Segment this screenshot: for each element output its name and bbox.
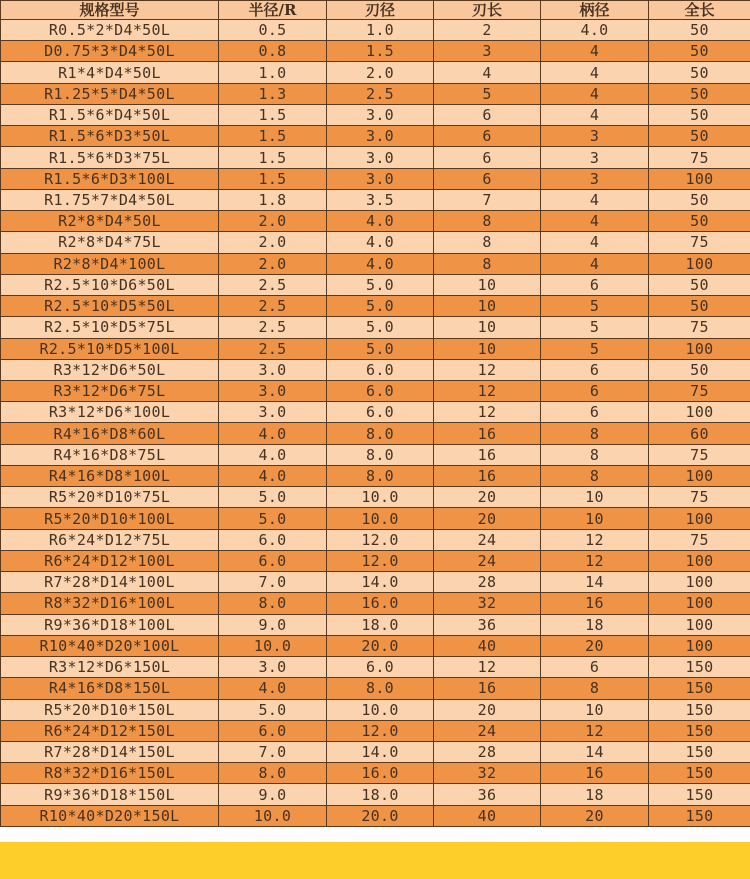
- cell-overall-length: 100: [649, 593, 750, 614]
- cell-blade-diameter: 3.0: [327, 126, 434, 147]
- cell-blade-diameter: 3.0: [327, 104, 434, 125]
- cell-blade-length: 6: [434, 126, 541, 147]
- cell-overall-length: 100: [649, 614, 750, 635]
- cell-blade-diameter: 18.0: [327, 784, 434, 805]
- table-row: [1, 380, 750, 401]
- cell-radius: 1.8: [219, 189, 327, 210]
- cell-shank-diameter: 14: [541, 572, 649, 593]
- cell-blade-diameter: 12.0: [327, 720, 434, 741]
- cell-blade-diameter: 6.0: [327, 657, 434, 678]
- header-blade-length: 刃长: [434, 1, 541, 20]
- table-row: [1, 274, 750, 295]
- cell-overall-length: 100: [649, 508, 750, 529]
- table-row: [1, 614, 750, 635]
- cell-radius: 2.0: [219, 232, 327, 253]
- cell-model: R3*12*D6*75L: [1, 380, 219, 401]
- cell-radius: 1.5: [219, 126, 327, 147]
- cell-model: R2.5*10*D5*50L: [1, 296, 219, 317]
- cell-blade-diameter: 12.0: [327, 529, 434, 550]
- cell-blade-length: 16: [434, 678, 541, 699]
- cell-radius: 2.5: [219, 274, 327, 295]
- cell-model: R2*8*D4*100L: [1, 253, 219, 274]
- cell-blade-length: 10: [434, 317, 541, 338]
- cell-blade-diameter: 5.0: [327, 338, 434, 359]
- cell-shank-diameter: 3: [541, 168, 649, 189]
- cell-shank-diameter: 6: [541, 274, 649, 295]
- cell-overall-length: 75: [649, 529, 750, 550]
- table-row: [1, 635, 750, 656]
- cell-model: R8*32*D16*150L: [1, 763, 219, 784]
- cell-blade-length: 16: [434, 465, 541, 486]
- table-row: [1, 657, 750, 678]
- header-radius: 半径/R: [219, 1, 327, 20]
- cell-overall-length: 75: [649, 147, 750, 168]
- cell-overall-length: 100: [649, 465, 750, 486]
- cell-blade-length: 40: [434, 805, 541, 826]
- header-row: [1, 1, 750, 20]
- table-row: [1, 359, 750, 380]
- cell-blade-length: 20: [434, 508, 541, 529]
- cell-model: R1.5*6*D3*100L: [1, 168, 219, 189]
- cell-overall-length: 50: [649, 126, 750, 147]
- cell-blade-diameter: 1.0: [327, 20, 434, 41]
- cell-radius: 5.0: [219, 699, 327, 720]
- cell-overall-length: 150: [649, 720, 750, 741]
- cell-blade-diameter: 5.0: [327, 274, 434, 295]
- cell-blade-diameter: 14.0: [327, 741, 434, 762]
- cell-blade-length: 10: [434, 338, 541, 359]
- cell-overall-length: 50: [649, 296, 750, 317]
- table-row: [1, 699, 750, 720]
- cell-blade-length: 12: [434, 402, 541, 423]
- cell-model: R4*16*D8*100L: [1, 465, 219, 486]
- cell-blade-length: 40: [434, 635, 541, 656]
- cell-blade-length: 12: [434, 657, 541, 678]
- cell-shank-diameter: 20: [541, 805, 649, 826]
- cell-shank-diameter: 12: [541, 550, 649, 571]
- cell-model: R1.75*7*D4*50L: [1, 189, 219, 210]
- cell-radius: 3.0: [219, 380, 327, 401]
- table-row: [1, 550, 750, 571]
- cell-radius: 9.0: [219, 784, 327, 805]
- cell-radius: 4.0: [219, 678, 327, 699]
- cell-overall-length: 50: [649, 62, 750, 83]
- cell-blade-diameter: 16.0: [327, 763, 434, 784]
- cell-overall-length: 100: [649, 253, 750, 274]
- cell-radius: 4.0: [219, 423, 327, 444]
- cell-shank-diameter: 12: [541, 529, 649, 550]
- header-model: 规格型号: [1, 1, 219, 20]
- cell-overall-length: 50: [649, 104, 750, 125]
- table-row: [1, 720, 750, 741]
- cell-radius: 2.0: [219, 253, 327, 274]
- cell-overall-length: 75: [649, 487, 750, 508]
- cell-shank-diameter: 8: [541, 423, 649, 444]
- cell-model: R5*20*D10*75L: [1, 487, 219, 508]
- cell-radius: 10.0: [219, 805, 327, 826]
- cell-blade-diameter: 5.0: [327, 296, 434, 317]
- cell-blade-diameter: 6.0: [327, 359, 434, 380]
- cell-shank-diameter: 5: [541, 296, 649, 317]
- cell-model: R9*36*D18*150L: [1, 784, 219, 805]
- cell-radius: 2.5: [219, 317, 327, 338]
- cell-overall-length: 100: [649, 550, 750, 571]
- cell-radius: 5.0: [219, 508, 327, 529]
- cell-shank-diameter: 12: [541, 720, 649, 741]
- cell-blade-diameter: 14.0: [327, 572, 434, 593]
- cell-model: R1*4*D4*50L: [1, 62, 219, 83]
- table-row: [1, 784, 750, 805]
- cell-model: R5*20*D10*150L: [1, 699, 219, 720]
- cell-model: R2.5*10*D5*75L: [1, 317, 219, 338]
- cell-shank-diameter: 3: [541, 147, 649, 168]
- cell-overall-length: 150: [649, 784, 750, 805]
- cell-blade-length: 8: [434, 211, 541, 232]
- cell-overall-length: 150: [649, 805, 750, 826]
- cell-blade-diameter: 8.0: [327, 444, 434, 465]
- cell-blade-diameter: 20.0: [327, 805, 434, 826]
- cell-shank-diameter: 10: [541, 487, 649, 508]
- table-row: [1, 678, 750, 699]
- table-row: [1, 338, 750, 359]
- cell-blade-length: 3: [434, 41, 541, 62]
- cell-shank-diameter: 20: [541, 635, 649, 656]
- cell-blade-diameter: 10.0: [327, 508, 434, 529]
- table-row: [1, 741, 750, 762]
- table-row: [1, 572, 750, 593]
- cell-model: R4*16*D8*60L: [1, 423, 219, 444]
- header-shank-diameter: 柄径: [541, 1, 649, 20]
- cell-blade-length: 24: [434, 550, 541, 571]
- cell-overall-length: 50: [649, 41, 750, 62]
- cell-blade-diameter: 5.0: [327, 317, 434, 338]
- cell-shank-diameter: 5: [541, 317, 649, 338]
- cell-blade-length: 8: [434, 232, 541, 253]
- cell-model: R2.5*10*D5*100L: [1, 338, 219, 359]
- cell-blade-length: 6: [434, 104, 541, 125]
- cell-radius: 4.0: [219, 465, 327, 486]
- cell-blade-length: 28: [434, 741, 541, 762]
- cell-radius: 6.0: [219, 550, 327, 571]
- table-body: [1, 20, 750, 827]
- cell-overall-length: 100: [649, 338, 750, 359]
- cell-blade-length: 4: [434, 62, 541, 83]
- cell-blade-diameter: 3.0: [327, 147, 434, 168]
- cell-model: R2*8*D4*50L: [1, 211, 219, 232]
- cell-shank-diameter: 10: [541, 699, 649, 720]
- cell-blade-length: 32: [434, 593, 541, 614]
- cell-model: R6*24*D12*75L: [1, 529, 219, 550]
- cell-blade-length: 7: [434, 189, 541, 210]
- table-row: [1, 508, 750, 529]
- cell-blade-length: 12: [434, 380, 541, 401]
- cell-radius: 3.0: [219, 657, 327, 678]
- cell-blade-diameter: 2.0: [327, 62, 434, 83]
- cell-shank-diameter: 8: [541, 678, 649, 699]
- cell-overall-length: 60: [649, 423, 750, 444]
- cell-model: R0.5*2*D4*50L: [1, 20, 219, 41]
- cell-shank-diameter: 8: [541, 465, 649, 486]
- cell-blade-length: 6: [434, 147, 541, 168]
- cell-shank-diameter: 6: [541, 359, 649, 380]
- cell-model: R6*24*D12*100L: [1, 550, 219, 571]
- cell-model: R3*12*D6*50L: [1, 359, 219, 380]
- cell-radius: 3.0: [219, 359, 327, 380]
- cell-blade-length: 2: [434, 20, 541, 41]
- cell-overall-length: 75: [649, 232, 750, 253]
- table-row: [1, 444, 750, 465]
- cell-blade-diameter: 10.0: [327, 487, 434, 508]
- table-row: [1, 62, 750, 83]
- cell-blade-diameter: 3.0: [327, 168, 434, 189]
- cell-shank-diameter: 4: [541, 211, 649, 232]
- cell-radius: 1.0: [219, 62, 327, 83]
- cell-overall-length: 150: [649, 763, 750, 784]
- cell-radius: 4.0: [219, 444, 327, 465]
- table-row: [1, 402, 750, 423]
- cell-overall-length: 100: [649, 402, 750, 423]
- cell-radius: 10.0: [219, 635, 327, 656]
- cell-overall-length: 100: [649, 572, 750, 593]
- table-row: [1, 296, 750, 317]
- table-row: [1, 168, 750, 189]
- cell-shank-diameter: 4: [541, 232, 649, 253]
- cell-overall-length: 75: [649, 317, 750, 338]
- cell-shank-diameter: 6: [541, 402, 649, 423]
- cell-model: R9*36*D18*100L: [1, 614, 219, 635]
- cell-blade-diameter: 10.0: [327, 699, 434, 720]
- cell-radius: 1.5: [219, 168, 327, 189]
- table-row: [1, 126, 750, 147]
- cell-radius: 1.5: [219, 104, 327, 125]
- cell-blade-length: 16: [434, 444, 541, 465]
- cell-model: R1.5*6*D4*50L: [1, 104, 219, 125]
- cell-radius: 2.5: [219, 296, 327, 317]
- cell-blade-length: 20: [434, 487, 541, 508]
- cell-shank-diameter: 5: [541, 338, 649, 359]
- cell-model: R1.25*5*D4*50L: [1, 83, 219, 104]
- cell-blade-length: 20: [434, 699, 541, 720]
- cell-blade-length: 8: [434, 253, 541, 274]
- cell-shank-diameter: 4.0: [541, 20, 649, 41]
- cell-shank-diameter: 14: [541, 741, 649, 762]
- cell-model: R6*24*D12*150L: [1, 720, 219, 741]
- cell-model: R8*32*D16*100L: [1, 593, 219, 614]
- cell-overall-length: 100: [649, 168, 750, 189]
- cell-blade-diameter: 6.0: [327, 380, 434, 401]
- cell-radius: 1.5: [219, 147, 327, 168]
- table-row: [1, 189, 750, 210]
- cell-overall-length: 150: [649, 657, 750, 678]
- cell-radius: 2.0: [219, 211, 327, 232]
- cell-blade-length: 32: [434, 763, 541, 784]
- cell-overall-length: 50: [649, 83, 750, 104]
- cell-radius: 6.0: [219, 529, 327, 550]
- cell-blade-diameter: 8.0: [327, 678, 434, 699]
- cell-overall-length: 75: [649, 380, 750, 401]
- cell-model: R4*16*D8*75L: [1, 444, 219, 465]
- cell-model: R2*8*D4*75L: [1, 232, 219, 253]
- table-row: [1, 317, 750, 338]
- cell-blade-length: 12: [434, 359, 541, 380]
- cell-blade-diameter: 3.5: [327, 189, 434, 210]
- cell-radius: 7.0: [219, 572, 327, 593]
- cell-blade-diameter: 8.0: [327, 465, 434, 486]
- cell-blade-length: 5: [434, 83, 541, 104]
- cell-blade-diameter: 1.5: [327, 41, 434, 62]
- cell-overall-length: 150: [649, 699, 750, 720]
- cell-radius: 1.3: [219, 83, 327, 104]
- header-blade-diameter: 刃径: [327, 1, 434, 20]
- cell-radius: 6.0: [219, 720, 327, 741]
- cell-model: R10*40*D20*100L: [1, 635, 219, 656]
- cell-shank-diameter: 4: [541, 83, 649, 104]
- cell-model: R7*28*D14*150L: [1, 741, 219, 762]
- table-row: [1, 83, 750, 104]
- cell-shank-diameter: 4: [541, 41, 649, 62]
- cell-shank-diameter: 4: [541, 104, 649, 125]
- cell-model: R3*12*D6*100L: [1, 402, 219, 423]
- cell-shank-diameter: 18: [541, 614, 649, 635]
- cell-blade-length: 10: [434, 296, 541, 317]
- cell-blade-diameter: 4.0: [327, 253, 434, 274]
- cell-overall-length: 50: [649, 274, 750, 295]
- table-row: [1, 147, 750, 168]
- table-row: [1, 763, 750, 784]
- cell-radius: 5.0: [219, 487, 327, 508]
- bottom-band: [0, 842, 750, 879]
- cell-shank-diameter: 18: [541, 784, 649, 805]
- cell-shank-diameter: 4: [541, 253, 649, 274]
- cell-radius: 0.8: [219, 41, 327, 62]
- cell-overall-length: 50: [649, 189, 750, 210]
- cell-overall-length: 50: [649, 359, 750, 380]
- table-row: [1, 41, 750, 62]
- cell-radius: 3.0: [219, 402, 327, 423]
- table-header: [1, 1, 750, 20]
- cell-blade-diameter: 4.0: [327, 232, 434, 253]
- cell-overall-length: 50: [649, 20, 750, 41]
- cell-blade-length: 24: [434, 529, 541, 550]
- cell-model: R5*20*D10*100L: [1, 508, 219, 529]
- cell-blade-diameter: 18.0: [327, 614, 434, 635]
- cell-shank-diameter: 4: [541, 62, 649, 83]
- cell-radius: 8.0: [219, 593, 327, 614]
- table-row: [1, 593, 750, 614]
- table-row: [1, 805, 750, 826]
- cell-model: R1.5*6*D3*75L: [1, 147, 219, 168]
- cell-overall-length: 50: [649, 211, 750, 232]
- cell-shank-diameter: 8: [541, 444, 649, 465]
- cell-shank-diameter: 3: [541, 126, 649, 147]
- cell-model: R7*28*D14*100L: [1, 572, 219, 593]
- cell-blade-length: 36: [434, 784, 541, 805]
- table-row: [1, 104, 750, 125]
- table-row: [1, 529, 750, 550]
- cell-model: R2.5*10*D6*50L: [1, 274, 219, 295]
- cell-shank-diameter: 10: [541, 508, 649, 529]
- cell-blade-diameter: 16.0: [327, 593, 434, 614]
- table-row: [1, 253, 750, 274]
- cell-blade-diameter: 8.0: [327, 423, 434, 444]
- cell-model: R1.5*6*D3*50L: [1, 126, 219, 147]
- table-row: [1, 487, 750, 508]
- cell-blade-length: 24: [434, 720, 541, 741]
- table-row: [1, 423, 750, 444]
- cell-blade-diameter: 2.5: [327, 83, 434, 104]
- cell-radius: 2.5: [219, 338, 327, 359]
- cell-blade-diameter: 20.0: [327, 635, 434, 656]
- cell-shank-diameter: 6: [541, 657, 649, 678]
- cell-blade-length: 16: [434, 423, 541, 444]
- cell-radius: 9.0: [219, 614, 327, 635]
- bottom-gap: [0, 827, 750, 842]
- cell-shank-diameter: 4: [541, 189, 649, 210]
- cell-overall-length: 150: [649, 741, 750, 762]
- cell-model: D0.75*3*D4*50L: [1, 41, 219, 62]
- cell-overall-length: 75: [649, 444, 750, 465]
- cell-blade-length: 28: [434, 572, 541, 593]
- cell-blade-length: 36: [434, 614, 541, 635]
- cell-overall-length: 150: [649, 678, 750, 699]
- cell-blade-length: 6: [434, 168, 541, 189]
- cell-radius: 0.5: [219, 20, 327, 41]
- table-row: [1, 465, 750, 486]
- table-row: [1, 211, 750, 232]
- cell-overall-length: 100: [649, 635, 750, 656]
- cell-blade-diameter: 4.0: [327, 211, 434, 232]
- table-row: [1, 232, 750, 253]
- cell-model: R3*12*D6*150L: [1, 657, 219, 678]
- table-row: [1, 20, 750, 41]
- cell-shank-diameter: 16: [541, 763, 649, 784]
- cell-model: R4*16*D8*150L: [1, 678, 219, 699]
- cell-shank-diameter: 6: [541, 380, 649, 401]
- cell-radius: 7.0: [219, 741, 327, 762]
- header-overall-length: 全长: [649, 1, 750, 20]
- cell-blade-diameter: 12.0: [327, 550, 434, 571]
- cell-shank-diameter: 16: [541, 593, 649, 614]
- cell-radius: 8.0: [219, 763, 327, 784]
- cell-model: R10*40*D20*150L: [1, 805, 219, 826]
- cell-blade-diameter: 6.0: [327, 402, 434, 423]
- cell-blade-length: 10: [434, 274, 541, 295]
